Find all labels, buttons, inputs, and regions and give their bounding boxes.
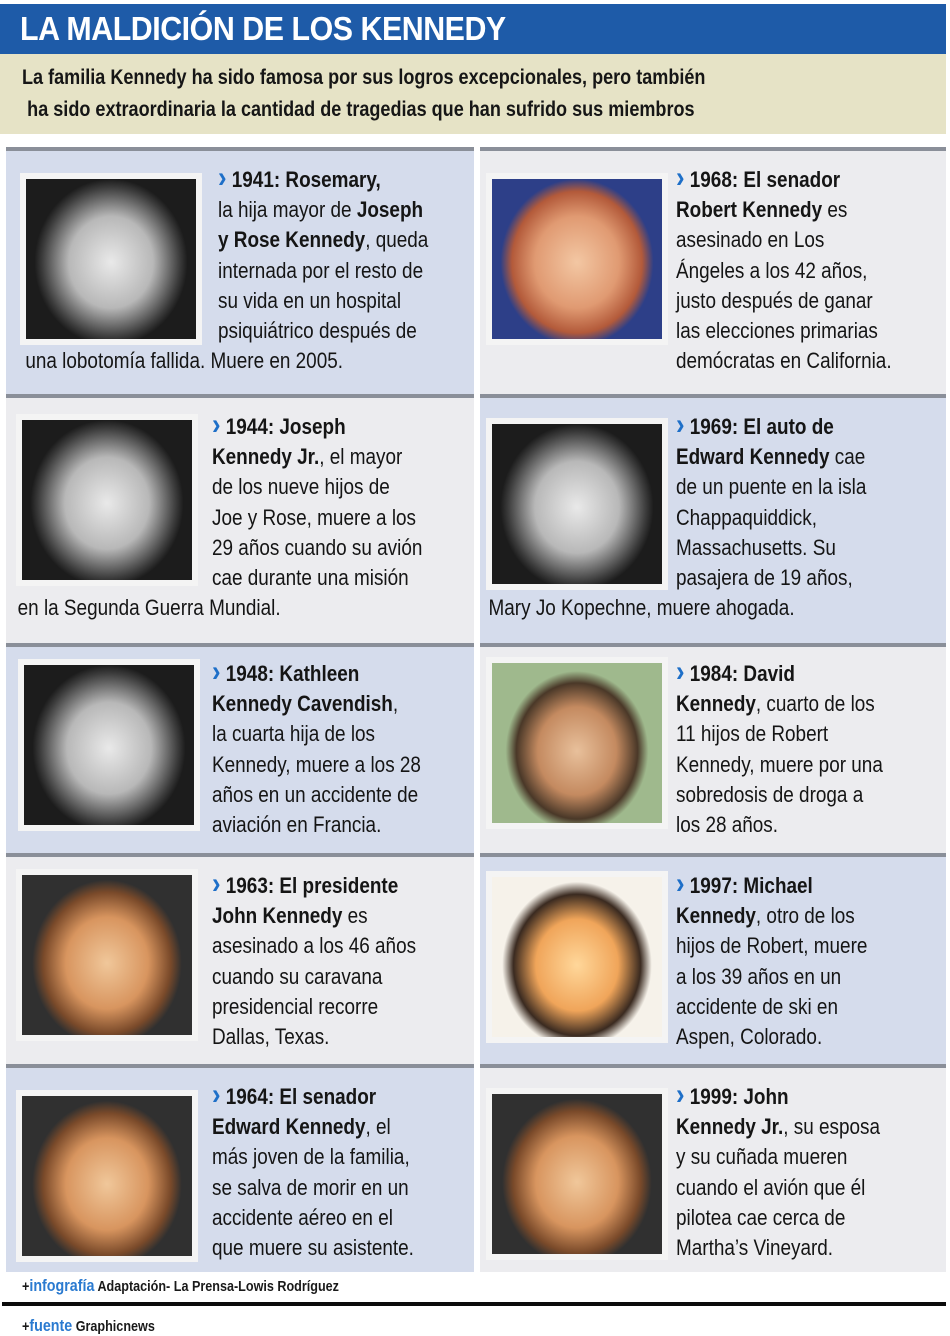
chevron-right-icon: › bbox=[212, 408, 221, 441]
event-line: de los nueve hijos de bbox=[212, 474, 390, 500]
plus-icon: + bbox=[22, 1278, 30, 1295]
event-card-1984 bbox=[480, 643, 946, 853]
event-heading: › 1944: Joseph bbox=[212, 408, 346, 441]
event-line: Kennedy, cuarto de los bbox=[676, 691, 875, 717]
event-line: a los 39 años en un bbox=[676, 963, 842, 989]
event-line: los 28 años. bbox=[676, 812, 779, 838]
chevron-right-icon: › bbox=[676, 867, 685, 900]
chevron-right-icon: › bbox=[218, 161, 227, 194]
event-line: cuando su caravana bbox=[212, 963, 383, 989]
intro-line-1: La familia Kennedy ha sido famosa por sus logros excepcionales, pero también bbox=[22, 66, 706, 89]
event-line: las elecciones primarias bbox=[676, 318, 878, 344]
event-heading: › 1948: Kathleen bbox=[212, 655, 360, 688]
event-line: Kennedy, muere a los 28 bbox=[212, 751, 421, 777]
event-line: que muere su asistente. bbox=[212, 1235, 414, 1261]
portrait-kathleen bbox=[18, 659, 200, 831]
intro-line-2: ha sido extraordinaria la cantidad de tragedias que han sufrido sus miembros bbox=[27, 98, 695, 121]
chevron-right-icon: › bbox=[676, 408, 685, 441]
event-line: años en un accidente de bbox=[212, 781, 419, 807]
event-line: internada por el resto de bbox=[218, 257, 424, 283]
chevron-right-icon: › bbox=[676, 1078, 685, 1111]
event-line: Mary Jo Kopechne, muere ahogada. bbox=[488, 595, 795, 621]
event-line: Kennedy Jr., su esposa bbox=[676, 1114, 881, 1140]
portrait-michael-kennedy bbox=[486, 871, 668, 1043]
portrait-rosemary bbox=[20, 173, 202, 345]
event-card-1941 bbox=[6, 147, 474, 394]
event-line: psiquiátrico después de bbox=[218, 318, 417, 344]
fuente-text: Graphicnews bbox=[72, 1318, 155, 1335]
event-line: presidencial recorre bbox=[212, 993, 379, 1019]
event-card-1964 bbox=[6, 1064, 474, 1272]
infografia-label: infografía bbox=[29, 1276, 95, 1295]
event-line: Edward Kennedy, el bbox=[212, 1114, 391, 1140]
event-heading: › 1963: El presidente bbox=[212, 867, 399, 900]
event-line: cae durante una misión bbox=[212, 565, 409, 591]
event-line: más joven de la familia, bbox=[212, 1144, 410, 1170]
intro-box bbox=[0, 54, 946, 134]
event-line: Edward Kennedy cae bbox=[676, 444, 866, 470]
events-grid bbox=[6, 147, 946, 1272]
portrait-robert-kennedy bbox=[486, 173, 668, 345]
event-heading: › 1997: Michael bbox=[676, 867, 813, 900]
portrait-mary-jo-kopechne bbox=[486, 418, 668, 590]
plus-icon: + bbox=[22, 1318, 30, 1335]
event-heading: › 1969: El auto de bbox=[676, 408, 834, 441]
page-title: LA MALDICIÓN DE LOS KENNEDY bbox=[20, 10, 506, 47]
chevron-right-icon: › bbox=[676, 655, 685, 688]
infografia-text: Adaptación- La Prensa-Lowis Rodríguez bbox=[94, 1278, 339, 1295]
event-line: aviación en Francia. bbox=[212, 812, 382, 838]
event-text bbox=[212, 657, 421, 840]
event-line: demócratas en California. bbox=[676, 348, 892, 374]
event-line: Kennedy, otro de los bbox=[676, 903, 855, 929]
event-card-1963 bbox=[6, 853, 474, 1064]
portrait-john-f-kennedy bbox=[16, 869, 198, 1041]
event-line: John Kennedy es bbox=[212, 903, 368, 929]
event-line: hijos de Robert, muere bbox=[676, 933, 868, 959]
event-text bbox=[212, 869, 416, 1052]
event-line: asesinado a los 46 años bbox=[212, 933, 417, 959]
event-line: Martha’s Vineyard. bbox=[676, 1235, 834, 1261]
event-text bbox=[488, 408, 867, 623]
event-line: pilotea cae cerca de bbox=[676, 1204, 846, 1230]
event-card-1969 bbox=[480, 394, 946, 643]
portrait-edward-kennedy bbox=[16, 1090, 198, 1262]
event-line: asesinado en Los bbox=[676, 227, 825, 253]
event-line: pasajera de 19 años, bbox=[676, 565, 853, 591]
event-card-1948 bbox=[6, 643, 474, 853]
portrait-david-kennedy bbox=[486, 657, 668, 829]
chevron-right-icon: › bbox=[676, 161, 685, 194]
event-line: Massachusetts. Su bbox=[676, 534, 836, 560]
event-line: accidente aéreo en el bbox=[212, 1204, 393, 1230]
event-text bbox=[212, 1080, 414, 1263]
event-line: Kennedy Jr., el mayor bbox=[212, 444, 403, 470]
event-heading: › 1968: El senador bbox=[676, 161, 841, 194]
portrait-joseph-jr bbox=[16, 414, 198, 586]
event-line: sobredosis de droga a bbox=[676, 781, 864, 807]
event-line: cuando el avión que él bbox=[676, 1174, 866, 1200]
event-line: la cuarta hija de los bbox=[212, 721, 376, 747]
portrait-john-jr bbox=[486, 1088, 668, 1260]
event-heading: › 1984: David bbox=[676, 655, 795, 688]
chevron-right-icon: › bbox=[212, 867, 221, 900]
title-banner bbox=[0, 4, 946, 54]
event-heading: › 1999: John bbox=[676, 1078, 789, 1111]
event-line: se salva de morir en un bbox=[212, 1174, 409, 1200]
event-line: justo después de ganar bbox=[676, 287, 873, 313]
chevron-right-icon: › bbox=[212, 1078, 221, 1111]
event-line: Chappaquiddick, bbox=[676, 504, 817, 530]
event-text bbox=[17, 408, 423, 623]
event-line: Kennedy Cavendish, bbox=[212, 691, 399, 717]
event-line: Kennedy, muere por una bbox=[676, 751, 883, 777]
chevron-right-icon: › bbox=[212, 655, 221, 688]
event-line: 29 años cuando su avión bbox=[212, 534, 423, 560]
event-card-1999 bbox=[480, 1064, 946, 1272]
event-text bbox=[676, 657, 883, 840]
event-text bbox=[25, 161, 429, 376]
event-line: de un puente en la isla bbox=[676, 474, 867, 500]
event-card-1944 bbox=[6, 394, 474, 643]
fuente-label: fuente bbox=[29, 1316, 73, 1335]
event-line: y Rose Kennedy, queda bbox=[218, 227, 429, 253]
event-card-1997 bbox=[480, 853, 946, 1064]
event-text bbox=[676, 869, 867, 1052]
event-text bbox=[676, 163, 892, 376]
credit-infografia bbox=[22, 1276, 339, 1296]
event-text bbox=[676, 1080, 880, 1263]
credit-fuente bbox=[22, 1316, 155, 1336]
event-heading: › 1941: Rosemary, bbox=[218, 161, 381, 194]
event-line: Dallas, Texas. bbox=[212, 1024, 330, 1050]
event-line: una lobotomía fallida. Muere en 2005. bbox=[25, 348, 344, 374]
event-line: accidente de ski en bbox=[676, 993, 838, 1019]
event-line: Ángeles a los 42 años, bbox=[676, 257, 868, 283]
event-heading: › 1964: El senador bbox=[212, 1078, 377, 1111]
event-line: en la Segunda Guerra Mundial. bbox=[17, 595, 281, 621]
event-line: la hija mayor de Joseph bbox=[218, 197, 424, 223]
event-line: Joe y Rose, muere a los bbox=[212, 504, 417, 530]
event-card-1968 bbox=[480, 147, 946, 394]
event-line: su vida en un hospital bbox=[218, 287, 402, 313]
event-line: y su cuñada mueren bbox=[676, 1144, 848, 1170]
event-line: Robert Kennedy es bbox=[676, 197, 848, 223]
divider-rule bbox=[2, 1302, 946, 1306]
event-line: Aspen, Colorado. bbox=[676, 1024, 823, 1050]
event-line: 11 hijos de Robert bbox=[676, 721, 829, 747]
